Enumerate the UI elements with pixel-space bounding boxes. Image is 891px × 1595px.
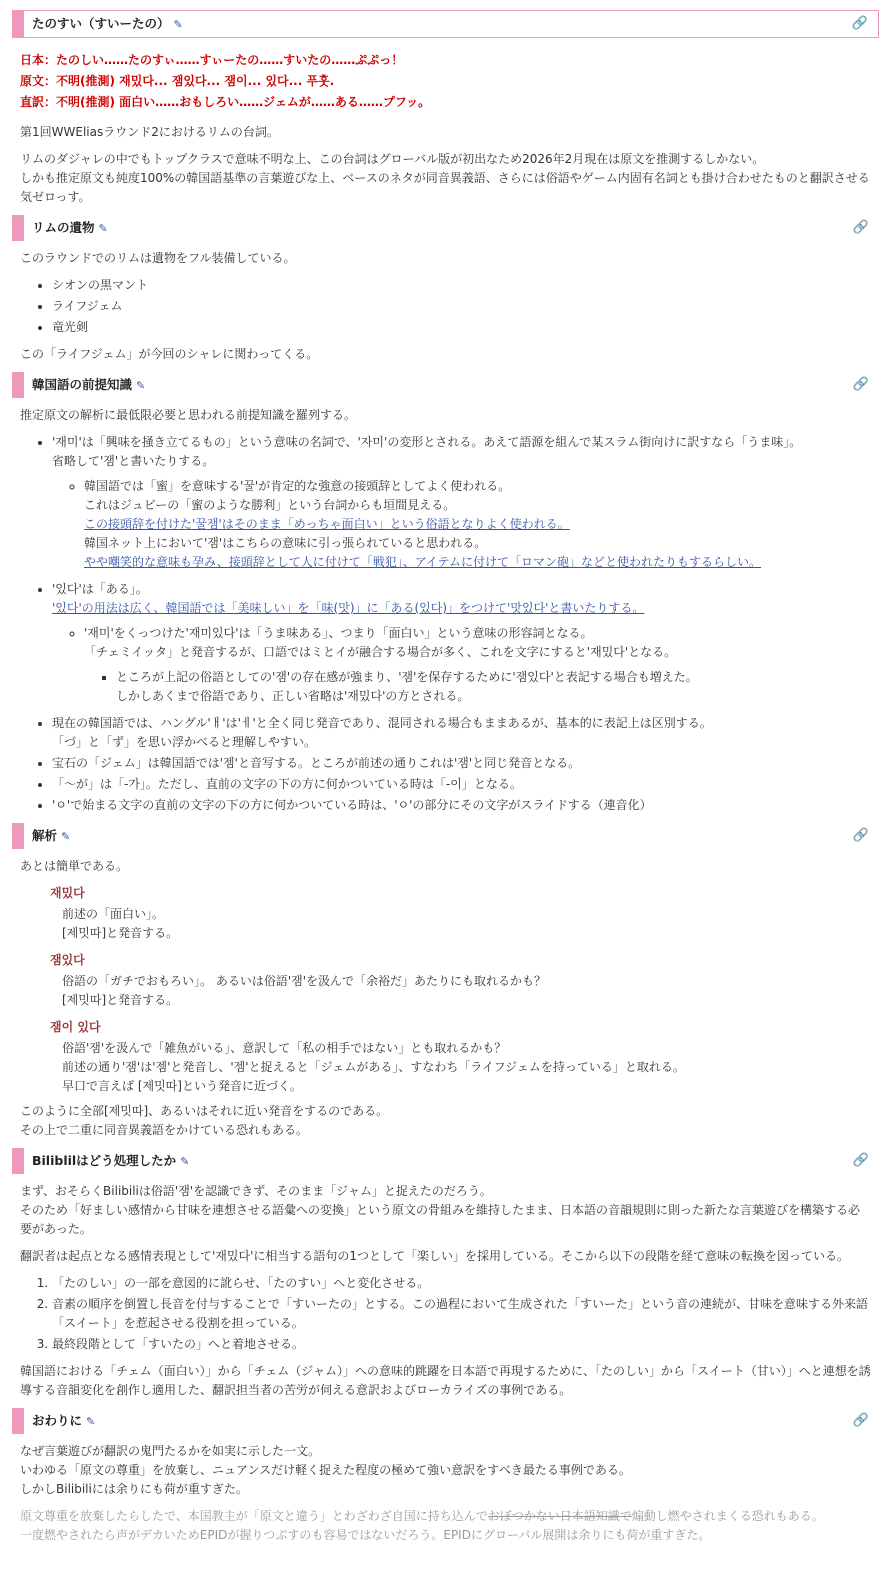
page-title <box>12 10 879 38</box>
external-link[interactable]: やや嘲笑的な意味も孕み、接頭辞として人に付けて「戦犯」、アイテムに付けて「ロマン砲」などと使われたりもするらしい。 <box>84 555 762 569</box>
list-item: • 'ㅇ'で始まる文字の直前の文字の下の方に何かついている時は、'ㅇ'の部分にその文字がスライドする（連音化） <box>52 796 871 815</box>
ending-paragraph <box>20 1442 871 1499</box>
list-line: 韓国ネット上において'잼'はこちらの意味に引っ張られていると思われる。 <box>84 536 487 550</box>
intro-paragraph <box>20 150 871 207</box>
term: 잼있다 <box>50 953 85 967</box>
bilibili-paragraph: 翻訳者は起点となる感情表現として'재밌다'に相当する語句の1つとして「楽しい」を採用している。そこから以下の段階を経て意味の転換を図っている。 <box>20 1249 850 1263</box>
relics-paragraph: このラウンドでのリムは遺物をフル装備している。 <box>20 251 296 265</box>
list-item: 1. 「たのしい」の一部を意図的に訛らせ、「たのすい」へと変化させる。 <box>52 1274 871 1293</box>
section-heading-relics <box>12 215 879 241</box>
definition-line: 早口で言えば [제밋따]という発音に近づく。 <box>62 1079 302 1093</box>
paragraph-line: しかしBilibiliには余りにも荷が重すぎた。 <box>20 1482 248 1496</box>
list-item: • 「～が」は「-가」。ただし、直前の文字の下の方に何かついている時は「-이」となる。 <box>52 775 871 794</box>
quote-literal: 直訳：不明(推測) 面白い……おもしろい……ジェムが……ある……プフッ。 <box>20 95 431 109</box>
list-line: 省略して'잼'と書いたりする。 <box>52 454 215 468</box>
relics-section <box>12 241 879 364</box>
definition-line: 前述の通り'잼'は'젬'と発音し、'젬'と捉えると「ジェムがある」、すなわち「ライフジェムを持っている」と取れる。 <box>62 1060 685 1074</box>
list-line: 「づ」と「ず」を思い浮かべると理解しやすい。 <box>52 735 317 749</box>
page-title-text: たのすい（すいーたの） <box>32 16 170 31</box>
definition-line: 俗語'잼'を汲んで「雑魚がいる」、意訳して「私の相手ではない」とも取れるかも？ <box>62 1041 507 1055</box>
quote-original: 原文：不明(推測) 재밌다... 잼있다... 잼이... 있다... 푸훗. <box>20 74 335 88</box>
edit-pencil-icon[interactable]: ✎ <box>173 18 183 31</box>
definition-line: [제밋따]と発音する。 <box>62 926 179 940</box>
section-heading-text: 韓国語の前提知識 <box>32 377 133 392</box>
list-line: しかしあくまで俗語であり、正しい省略は'재밌다'の方とされる。 <box>116 689 470 703</box>
anchor-link-icon[interactable]: 🔗 <box>851 16 868 31</box>
note-text: 煽動し燃やされまくる恐れもある。 <box>631 1509 824 1523</box>
list-line: これはジュビーの「蜜のような勝利」という台詞からも垣間見える。 <box>84 498 456 512</box>
list-item <box>84 477 871 572</box>
analysis-paragraph <box>20 1102 871 1140</box>
list-item <box>52 714 871 752</box>
quote-jp: 日本：たのしい……たのすぃ……すぃーたの……すいたの……ぷぷっ！ <box>20 53 404 67</box>
list-item: 2. 音素の順序を倒置し長音を付与することで「すいーたの」とする。この過程において生成された「すいーた」という音の連続が、甘味を意味する外来語「スイート」を惹起させる役割を担っている。 <box>52 1295 871 1333</box>
list-line: '재미'をくっつけた'재미있다'は「うま味ある」、つまり「面白い」という意味の形容詞となる。 <box>84 626 593 640</box>
section-heading-text: Biliblilはどう処理したか <box>32 1153 177 1168</box>
sub-sub-list <box>84 668 871 706</box>
bilibili-section <box>12 1174 879 1400</box>
edit-pencil-icon[interactable]: ✎ <box>61 830 71 843</box>
list-line: '있다'は「ある」。 <box>52 582 148 596</box>
intro-paragraph: 第1回WWEliasラウンド2におけるリムの台詞。 <box>20 125 279 139</box>
bilibili-paragraph: 韓国語における「チェム（面白い）」から「チェム（ジャム）」への意味的跳躍を日本語で再現するために、「たのしい」から「スイート（甘い）」へと連想を誘導する音韻変化を創作し適用した、翻訳担当者の苦労が伺える意訳およびローカライズの事例である。 <box>20 1364 871 1397</box>
intro-line: しかも推定原文も純度100%の韓国語基準の言葉遊びな上、ベースのネタが同音異義語、さらには俗語やゲーム内固有名詞とも掛け合わせたものと翻訳させる気ゼロっす。 <box>20 171 870 204</box>
list-item: • 宝石の「ジェム」は韓国語では'젬'と音写する。ところが前述の通りこれは'잼'と同じ発音となる。 <box>52 754 871 773</box>
intro-line: リムのダジャレの中でもトップクラスで意味不明な上、この台詞はグローバル版が初出なため2026年2月現在は原文を推測するしかない。 <box>20 152 765 166</box>
list-line: 現在の韓国語では、ハングル'ㅐ'は'ㅔ'と全く同じ発音であり、混同される場合もままあるが、基本的に表記上は区別する。 <box>52 716 712 730</box>
list-item: 3. 最終段階として「すいたの」へと着地させる。 <box>52 1335 871 1354</box>
anchor-link-icon[interactable]: 🔗 <box>852 828 869 843</box>
section-heading-text: おわりに <box>32 1413 83 1428</box>
ending-section <box>12 1434 879 1545</box>
list-item <box>52 580 871 706</box>
relics-paragraph: この「ライフジェム」が今回のシャレに関わってくる。 <box>20 347 319 361</box>
definition-line: [제밋따]と発音する。 <box>62 993 179 1007</box>
paragraph-line: そのため「好ましい感情から甘味を連想させる語彙への変換」という原文の骨組みを維持したまま、日本語の音韻規則に則った新たな言葉遊びを構築する必要があった。 <box>20 1203 861 1236</box>
list-line: '재미'は「興味を掻き立てるもの」という意味の名詞で、'자미'の変形とされる。あえて語源を組んで某スラム街向けに訳すなら「うま味」。 <box>52 435 802 449</box>
edit-pencil-icon[interactable]: ✎ <box>180 1155 190 1168</box>
list-item <box>116 668 871 706</box>
paragraph-line: まず、おそらくBilibiliは俗語'잼'を認識できず、そのまま「ジャム」と捉えたのだろう。 <box>20 1184 492 1198</box>
term: 재밌다 <box>50 886 85 900</box>
list-item: • シオンの黒マント <box>52 276 871 295</box>
anchor-link-icon[interactable]: 🔗 <box>852 377 869 392</box>
section-heading-bilibili <box>12 1148 879 1174</box>
anchor-link-icon[interactable]: 🔗 <box>852 1413 869 1428</box>
section-heading-korean <box>12 372 879 398</box>
relic-list <box>20 276 871 337</box>
intro-quote <box>20 50 871 113</box>
sub-list <box>52 477 871 572</box>
list-item: • 竜光剣 <box>52 318 871 337</box>
korean-list <box>20 433 871 815</box>
definition <box>62 905 871 943</box>
strikethrough-text: おぼつかない日本語知識で <box>487 1509 632 1523</box>
definition-list <box>50 884 871 1096</box>
list-item: • ライフジェム <box>52 297 871 316</box>
definition-line: 俗語の「ガチでおもろい」。 あるいは俗語'잼'を汲んで「余裕だ」あたりにも取れるかも？ <box>62 974 547 988</box>
analysis-paragraph: あとは簡単である。 <box>20 859 129 873</box>
list-line: ところが上記の俗語としての'잼'の存在感が強まり、'잼'を保存するために'잼있다'と表記する場合も増えた。 <box>116 670 698 684</box>
paragraph-line: このように全部[제밋따]、あるいはそれに近い発音をするのである。 <box>20 1104 389 1118</box>
term: 잼이 있다 <box>50 1020 101 1034</box>
korean-paragraph: 推定原文の解析に最低限必要と思われる前提知識を羅列する。 <box>20 408 357 422</box>
edit-pencil-icon[interactable]: ✎ <box>136 379 146 392</box>
list-line: 「チェミイッタ」と発音するが、口語ではミとイが融合する場合が多く、これを文字にすると'재밌다'となる。 <box>84 645 677 659</box>
list-item <box>84 624 871 706</box>
section-heading-text: リムの遺物 <box>32 220 95 235</box>
analysis-section <box>12 849 879 1140</box>
note-text: 一度燃やされたら声がデカいためEPIDが握りつぶすのも容易ではないだろう。EPIDにグローバル展開は余りにも荷が重すぎた。 <box>20 1528 711 1542</box>
anchor-link-icon[interactable]: 🔗 <box>852 220 869 235</box>
edit-pencil-icon[interactable]: ✎ <box>86 1415 96 1428</box>
paragraph-line: いわゆる「原文の尊重」を放棄し、ニュアンスだけ軽く捉えた程度の極めて強い意訳をすべき最たる事例である。 <box>20 1463 631 1477</box>
steps-list <box>20 1274 871 1354</box>
definition <box>62 972 871 1010</box>
edit-pencil-icon[interactable]: ✎ <box>98 222 108 235</box>
korean-section <box>12 398 879 815</box>
ending-note <box>20 1507 871 1545</box>
note-text: 原文尊重を放棄したらしたで、本国教主が「原文と違う」とわざわざ自国に持ち込んで <box>20 1509 488 1523</box>
sub-list <box>52 624 871 706</box>
section-heading-text: 解析 <box>32 828 58 843</box>
definition-line: 前述の「面白い」。 <box>62 907 165 921</box>
section-heading-analysis <box>12 823 879 849</box>
external-link[interactable]: この接頭辞を付けた'꿀잼'はそのまま「めっちゃ面白い」という俗語となりよく使われる。 <box>84 517 570 531</box>
external-link[interactable]: '있다'の用法は広く、韓国語では「美味しい」を「味(맛)」に「ある(있다)」をつけて'맛있다'と書いたりする。 <box>52 601 645 615</box>
section-heading-ending <box>12 1408 879 1434</box>
paragraph-line: なぜ言葉遊びが翻訳の鬼門たるかを如実に示した一文。 <box>20 1444 321 1458</box>
list-line: 韓国語では「蜜」を意味する'꿀'が肯定的な強意の接頭辞としてよく使われる。 <box>84 479 511 493</box>
paragraph-line: その上で二重に同音異義語をかけている恐れもある。 <box>20 1123 309 1137</box>
list-item <box>52 433 871 572</box>
anchor-link-icon[interactable]: 🔗 <box>852 1153 869 1168</box>
bilibili-paragraph <box>20 1182 871 1239</box>
intro-section <box>12 38 879 207</box>
definition <box>62 1039 871 1096</box>
